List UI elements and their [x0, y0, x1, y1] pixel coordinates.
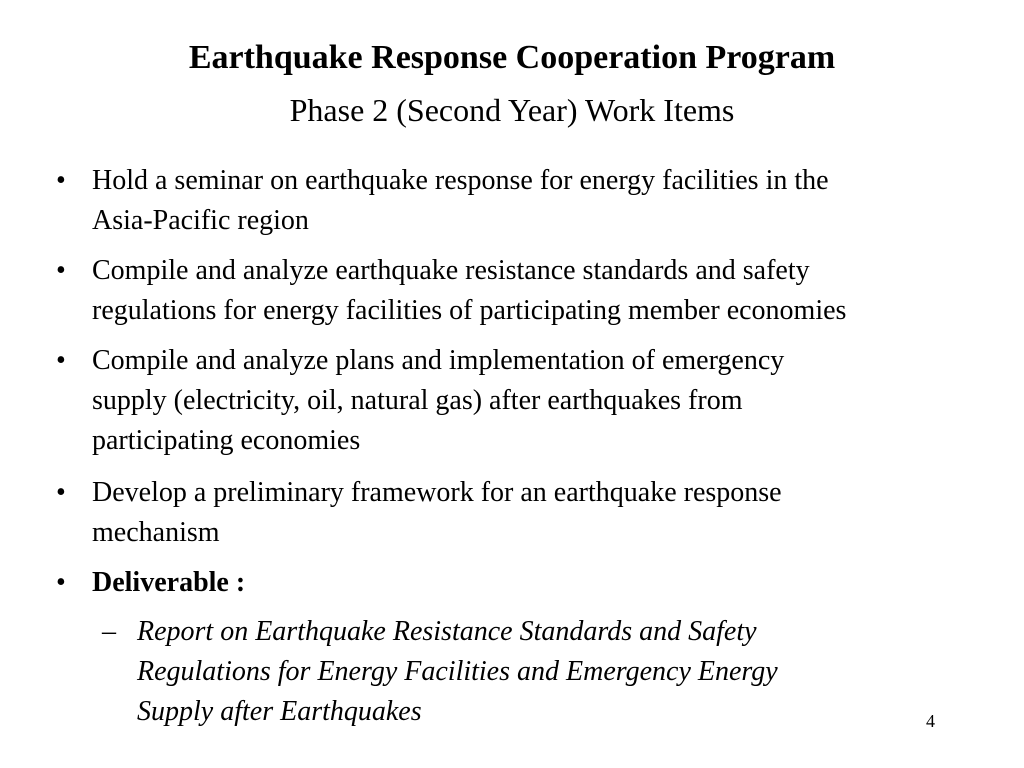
sub-bullet-line: Regulations for Energy Facilities and Emergency Energy: [137, 656, 778, 687]
bullet-text: [92, 251, 1020, 331]
bullet-icon: •: [56, 477, 66, 508]
bullet-icon: •: [56, 255, 66, 286]
bullet-line: Compile and analyze plans and implementation of emergency: [92, 345, 785, 376]
bullet-icon: •: [56, 165, 66, 196]
bullet-line: Compile and analyze earthquake resistance standards and safety: [92, 255, 810, 286]
bullet-line: regulations for energy facilities of participating member economies: [92, 295, 847, 326]
bullet-line: Deliverable :: [92, 567, 246, 598]
deliverable-report-text: [137, 612, 778, 732]
bullet-text: [92, 161, 1020, 241]
bullet-line: Hold a seminar on earthquake response for energy facilities in the: [92, 165, 829, 196]
bullet-line: Develop a preliminary framework for an earthquake response: [92, 477, 782, 508]
bullet-icon: •: [56, 345, 66, 376]
bullet-icon: •: [56, 567, 66, 598]
sub-bullet-line: Supply after Earthquakes: [137, 696, 422, 727]
page-number: 4: [926, 711, 935, 731]
slide-title: Earthquake Response Cooperation Program: [188, 39, 836, 76]
dash-icon: –: [102, 616, 116, 647]
bullet-text: [92, 341, 1020, 461]
slide-subtitle: Phase 2 (Second Year) Work Items: [289, 92, 735, 128]
bullet-line: Asia-Pacific region: [92, 205, 309, 236]
sub-bullet-line: Report on Earthquake Resistance Standards and Safety: [137, 616, 757, 647]
bullet-text: [92, 473, 1020, 553]
deliverable-label: [92, 563, 1020, 603]
bullet-line: mechanism: [92, 517, 220, 548]
bullet-line: participating economies: [92, 425, 361, 456]
bullet-line: supply (electricity, oil, natural gas) after earthquakes from: [92, 385, 743, 416]
